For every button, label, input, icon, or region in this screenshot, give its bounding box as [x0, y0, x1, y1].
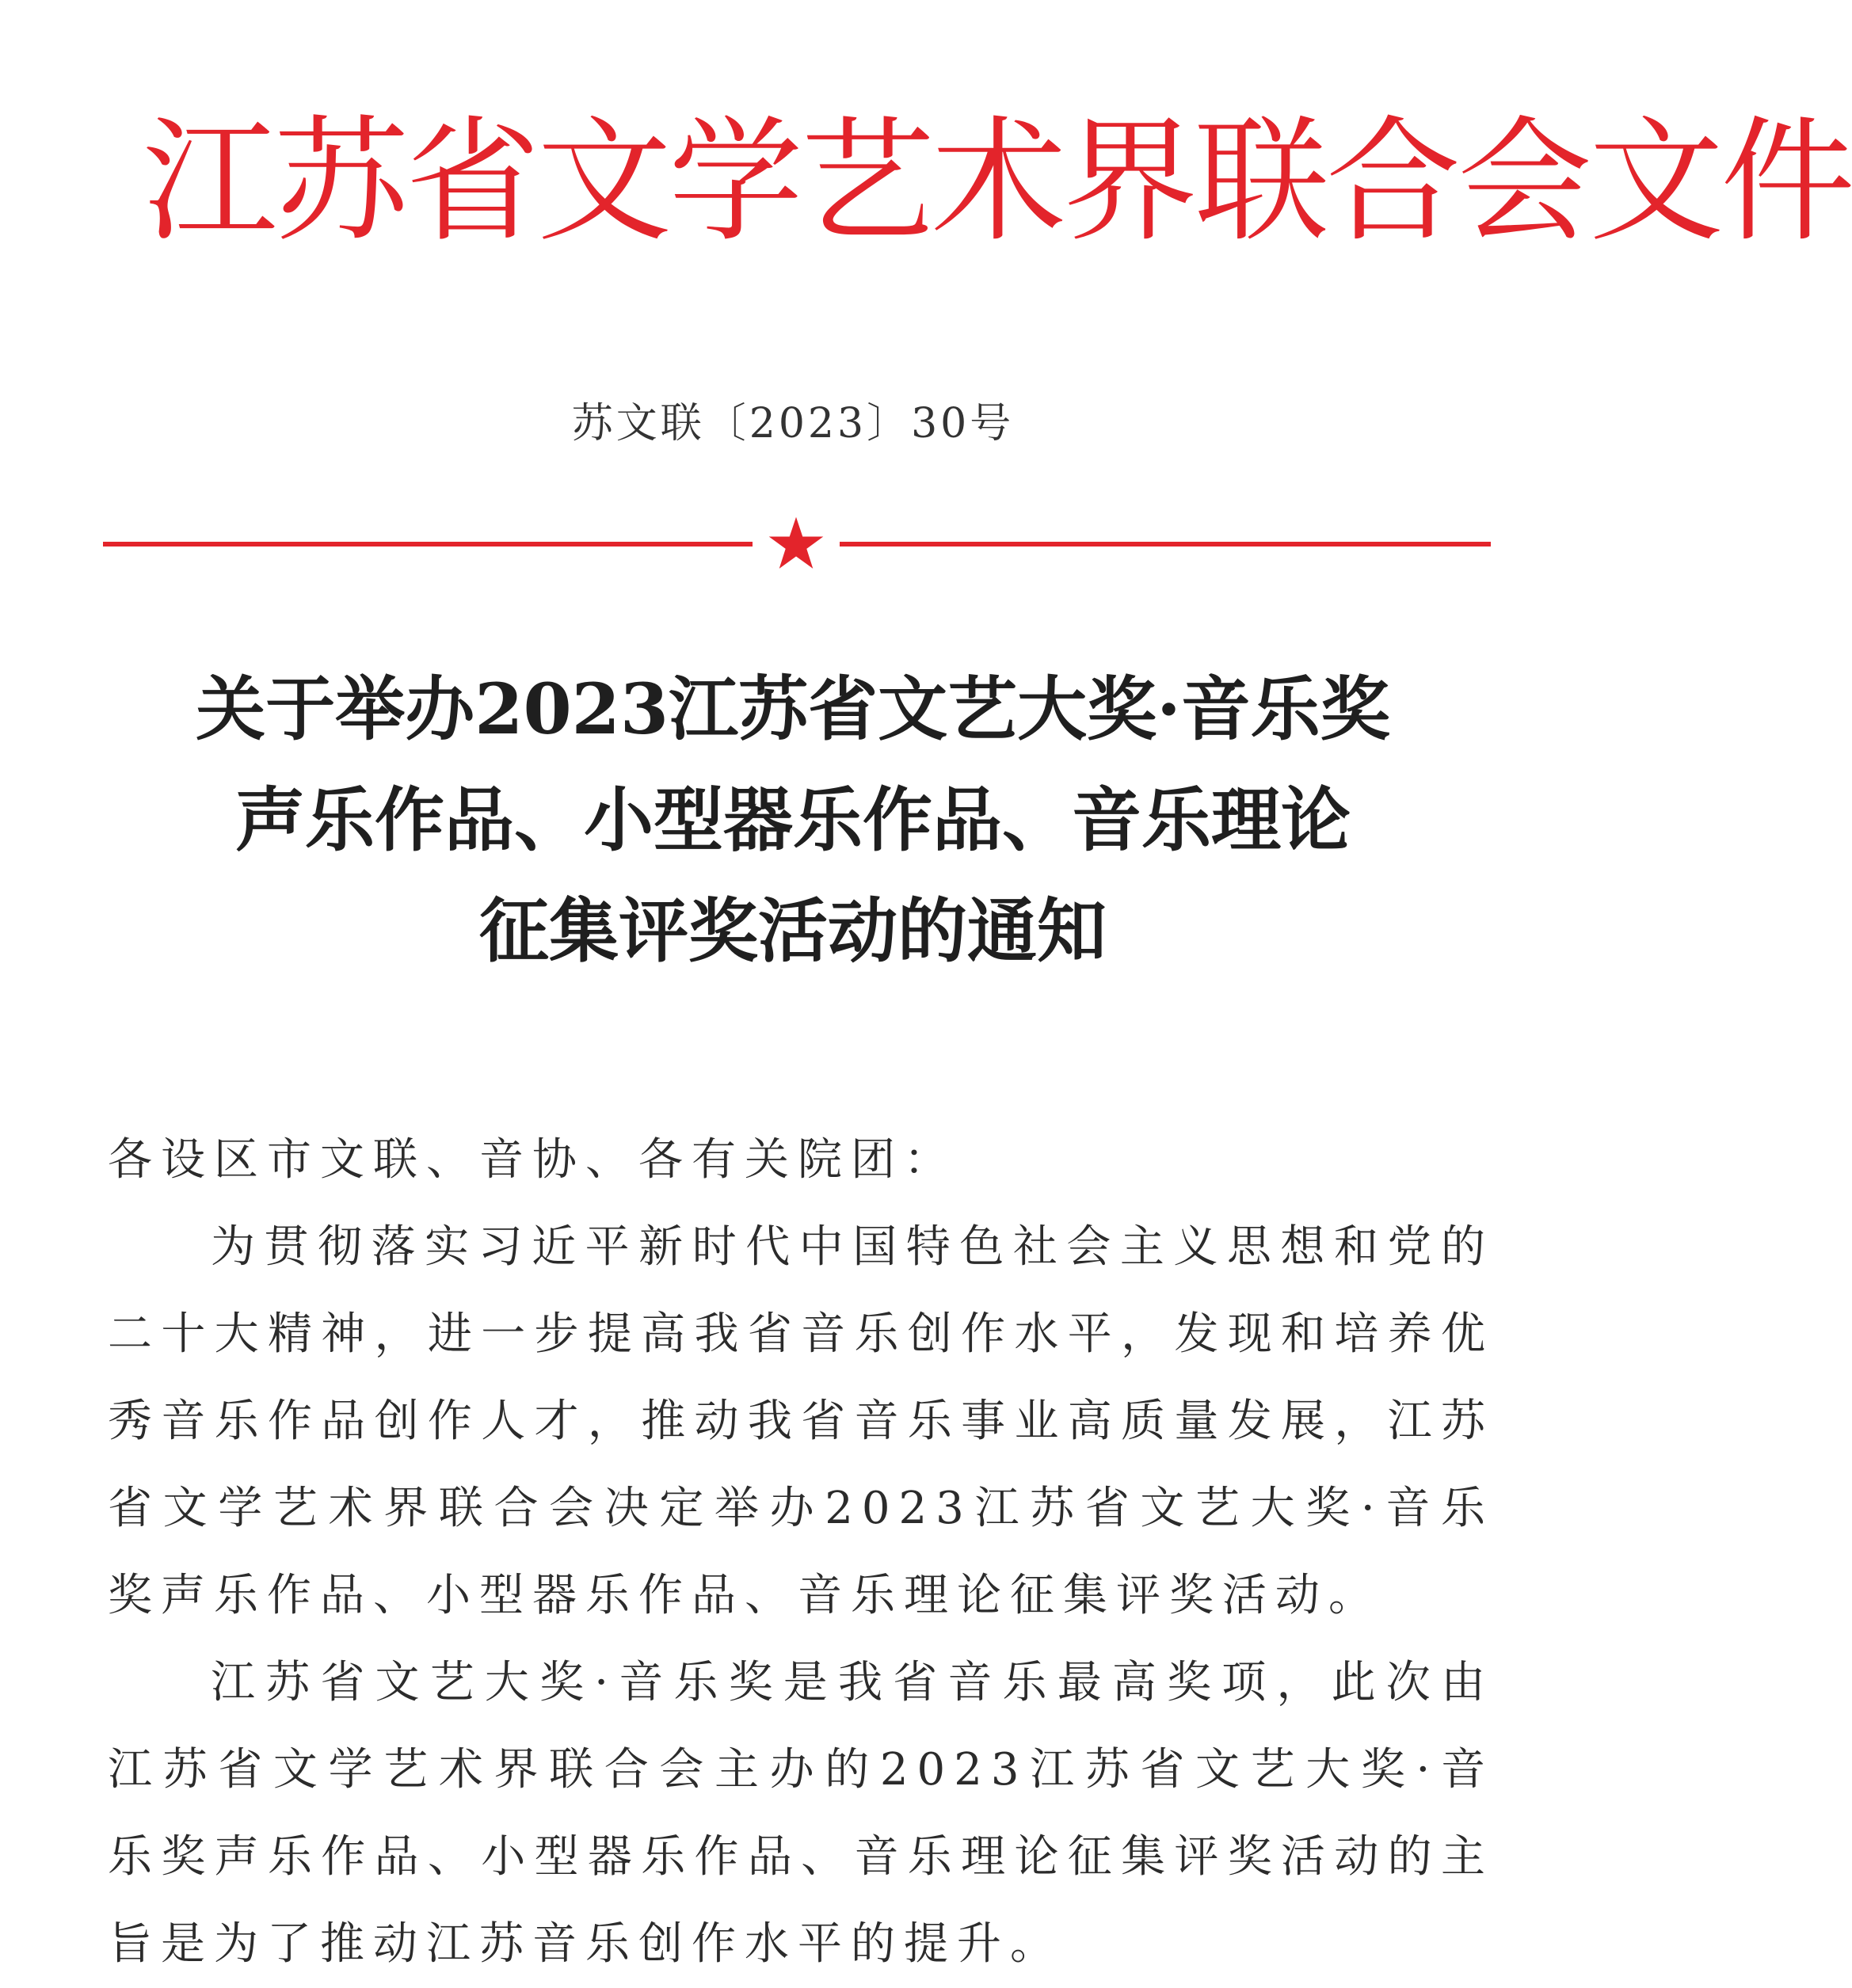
- body-paragraph-2: 江苏省文艺大奖·音乐奖是我省音乐最高奖项，此次由江苏省文学艺术界联合会主办的2023江苏省文艺大奖·音乐奖声乐作品、小型器乐作品、音乐理论征集评奖活动的主旨是为了推动江苏音乐创作水平的提升。: [108, 1657, 1494, 1970]
- title-line-1: 关于举办2023江苏省文艺大奖·音乐奖: [196, 668, 1390, 750]
- notice-body: [108, 1117, 1494, 1988]
- red-divider-left: [103, 542, 753, 547]
- red-divider-right: [840, 542, 1491, 547]
- body-paragraph-1: 为贯彻落实习近平新时代中国特色社会主义思想和党的二十大精神，进一步提高我省音乐创作水平，发现和培养优秀音乐作品创作人才，推动我省音乐事业高质量发展，江苏省文学艺术界联合会决定举办2023江苏省文艺大奖·音乐奖声乐作品、小型器乐作品、音乐理论征集评奖活动。: [108, 1221, 1494, 1621]
- notice-title: [111, 653, 1475, 986]
- document-number: 苏文联〔2023〕30号: [571, 400, 1015, 447]
- title-line-3: 征集评奖活动的通知: [478, 889, 1107, 972]
- salutation: 各设区市文联、音协、各有关院团：: [108, 1134, 957, 1186]
- title-line-2: 声乐作品、小型器乐作品、音乐理论: [234, 779, 1351, 861]
- document-masthead: 江苏省文学艺术界联合会文件: [143, 104, 1852, 261]
- star-icon: [768, 516, 824, 570]
